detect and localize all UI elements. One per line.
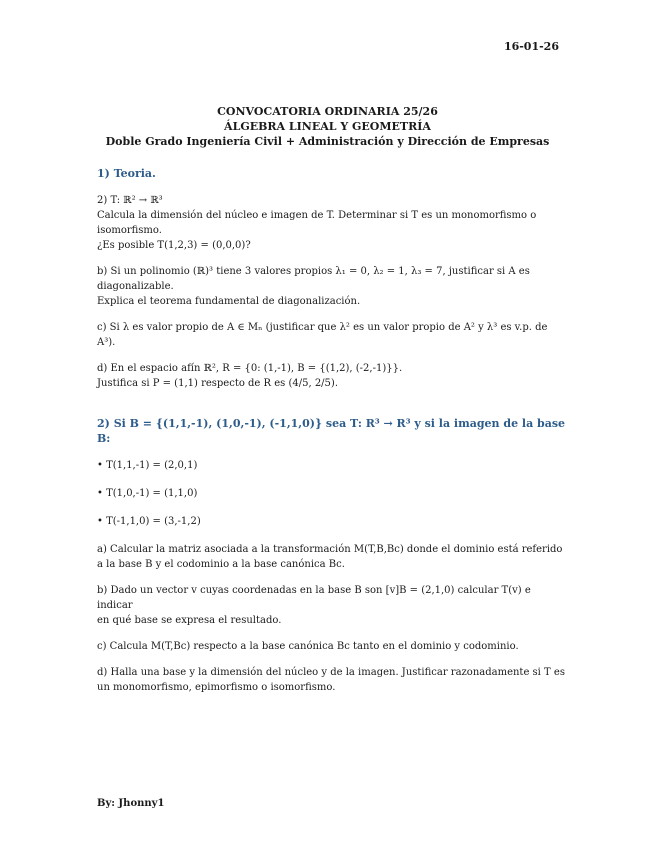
s1-qb-line1: b) Si un polinomio (ℝ)³ tiene 3 valores propios λ₁ = 0, λ₂ = 1, λ₃ = 7, justificar si A es <box>97 266 530 277</box>
s1-qd-line1: d) En el espacio afín ℝ², R = {0: (1,-1), B = {(1,2), (-2,-1)}}. <box>97 363 403 374</box>
author-footer: By: Jhonny1 <box>97 798 165 809</box>
header-convocatoria: CONVOCATORIA ORDINARIA 25/26 <box>217 105 438 118</box>
s1-question-c <box>97 320 567 350</box>
s2-qb-line2: en qué base se expresa el resultado. <box>97 615 282 626</box>
s2-question-d <box>97 665 567 695</box>
s1-question-a <box>97 193 567 253</box>
exam-header <box>0 104 655 149</box>
s1-qa-line3: isomorfismo. <box>97 225 162 236</box>
exam-content <box>97 166 567 706</box>
s2-question-a <box>97 542 567 572</box>
s2-bullet-3: • T(-1,1,0) = (3,-1,2) <box>97 516 201 527</box>
s1-qa-line1: 2) T: ℝ² → ℝ³ <box>97 195 163 206</box>
s2-qd-line1: d) Halla una base y la dimensión del núcleo y de la imagen. Justificar razonadamente si T es <box>97 667 565 678</box>
s1-qa-line2: Calcula la dimensión del núcleo e imagen de T. Determinar si T es un monomorfismo o <box>97 210 537 221</box>
s2-qb-line1: b) Dado un vector v cuyas coordenadas en la base B son [v]B = (2,1,0) calcular T(v) e indicar <box>97 585 531 611</box>
s2-qa-line2: a la base B y el codominio a la base canónica Bc. <box>97 559 345 570</box>
header-subject: ÁLGEBRA LINEAL Y GEOMETRÍA <box>224 120 431 133</box>
header-degree: Doble Grado Ingeniería Civil + Administración y Dirección de Empresas <box>105 135 550 148</box>
s2-qa-line1: a) Calcular la matriz asociada a la transformación M(T,B,Bc) donde el dominio está referido <box>97 544 563 555</box>
exam-date: 16-01-26 <box>503 40 559 53</box>
section-2-title: 2) Si B = {(1,1,-1), (1,0,-1), (-1,1,0)} sea T: R³ → R³ y si la imagen de la base B: <box>97 417 566 445</box>
s1-qa-line4: ¿Es posible T(1,2,3) = (0,0,0)? <box>97 240 251 251</box>
s1-qd-line2: Justifica si P = (1,1) respecto de R es (4/5, 2/5). <box>97 378 338 389</box>
s2-question-b <box>97 583 567 628</box>
s1-question-b <box>97 264 567 309</box>
s1-qb-line2: diagonalizable. <box>97 281 174 292</box>
s2-bullet-1: • T(1,1,-1) = (2,0,1) <box>97 460 198 471</box>
s2-qc-line1: c) Calcula M(T,Bc) respecto a la base canónica Bc tanto en el dominio y codominio. <box>97 641 519 652</box>
s1-qc-line1: c) Si λ es valor propio de A ∈ Mₙ (justificar que λ² es un valor propio de A² y λ³ es v.p. de A³). <box>97 322 548 348</box>
s2-qd-line2: un monomorfismo, epimorfismo o isomorfismo. <box>97 682 336 693</box>
section-1-title: 1) Teoria. <box>97 167 156 180</box>
s1-question-d <box>97 361 567 391</box>
s1-qb-line3: Explica el teorema fundamental de diagonalización. <box>97 296 361 307</box>
s2-question-c <box>97 639 567 654</box>
s2-bullet-2: • T(1,0,-1) = (1,1,0) <box>97 488 198 499</box>
